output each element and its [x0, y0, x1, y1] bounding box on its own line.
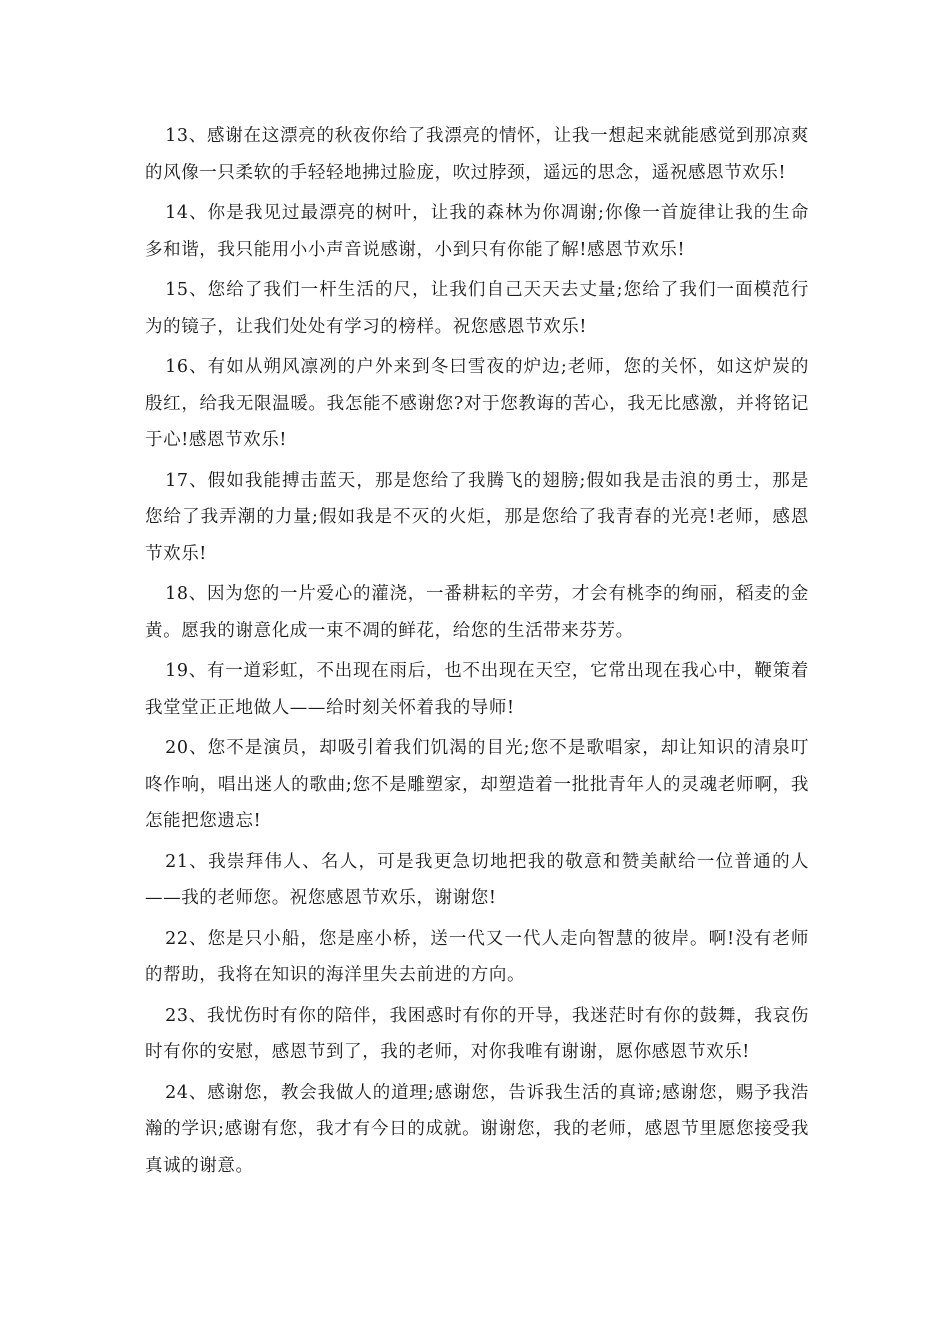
paragraph-16: 16、有如从朔风凛冽的户外来到冬曰雪夜的炉边;老师，您的关怀，如这炉炭的殷红，给我无限温暖。我怎能不感谢您?对于您教诲的苦心，我无比感激，并将铭记于心!感恩节欢乐! — [145, 357, 809, 450]
document-body — [145, 118, 809, 1188]
paragraph-17: 17、假如我能搏击蓝天，那是您给了我腾飞的翅膀;假如我是击浪的勇士，那是您给了我弄潮的力量;假如我是不灭的火炬，那是您给了我青春的光亮!老师，感恩节欢乐! — [145, 470, 809, 564]
paragraph-22: 22、您是只小船，您是座小桥，送一代又一代人走向智慧的彼岸。啊!没有老师的帮助，我将在知识的海洋里失去前进的方向。 — [145, 928, 809, 985]
paragraph-13: 13、感谢在这漂亮的秋夜你给了我漂亮的情怀，让我一想起来就能感觉到那凉爽的风像一只柔软的手轻轻地拂过脸庞，吹过脖颈，遥远的思念，遥祝感恩节欢乐! — [145, 126, 809, 183]
paragraph-23: 23、我忧伤时有你的陪伴，我困惑时有你的开导，我迷茫时有你的鼓舞，我哀伤时有你的安慰，感恩节到了，我的老师，对你我唯有谢谢，愿你感恩节欢乐! — [145, 1005, 809, 1062]
paragraph-14: 14、你是我见过最漂亮的树叶，让我的森林为你凋谢;你像一首旋律让我的生命多和谐，我只能用小小声音说感谢，小到只有你能了解!感恩节欢乐! — [145, 203, 809, 260]
paragraph-24: 24、感谢您，教会我做人的道理;感谢您，告诉我生活的真谛;感谢您，赐予我浩瀚的学识;感谢有您，我才有今日的成就。谢谢您，我的老师，感恩节里愿您接受我真诚的谢意。 — [145, 1082, 809, 1176]
paragraph-21: 21、我崇拜伟人、名人，可是我更急切地把我的敬意和赞美献给一位普通的人——我的老师您。祝您感恩节欢乐，谢谢您! — [145, 851, 809, 908]
paragraph-18: 18、因为您的一片爱心的灌浇，一番耕耘的辛劳，才会有桃李的绚丽，稻麦的金黄。愿我的谢意化成一束不凋的鲜花，给您的生活带来芬芳。 — [145, 584, 809, 641]
paragraph-15: 15、您给了我们一杆生活的尺，让我们自己天天去丈量;您给了我们一面模范行为的镜子，让我们处处有学习的榜样。祝您感恩节欢乐! — [145, 280, 809, 337]
paragraph-20: 20、您不是演员，却吸引着我们饥渴的目光;您不是歌唱家，却让知识的清泉叮咚作响，唱出迷人的歌曲;您不是雕塑家，却塑造着一批批青年人的灵魂老师啊，我怎能把您遗忘! — [145, 738, 809, 831]
paragraph-19: 19、有一道彩虹，不出现在雨后，也不出现在天空，它常出现在我心中，鞭策着我堂堂正正地做人——给时刻关怀着我的导师! — [145, 661, 809, 718]
